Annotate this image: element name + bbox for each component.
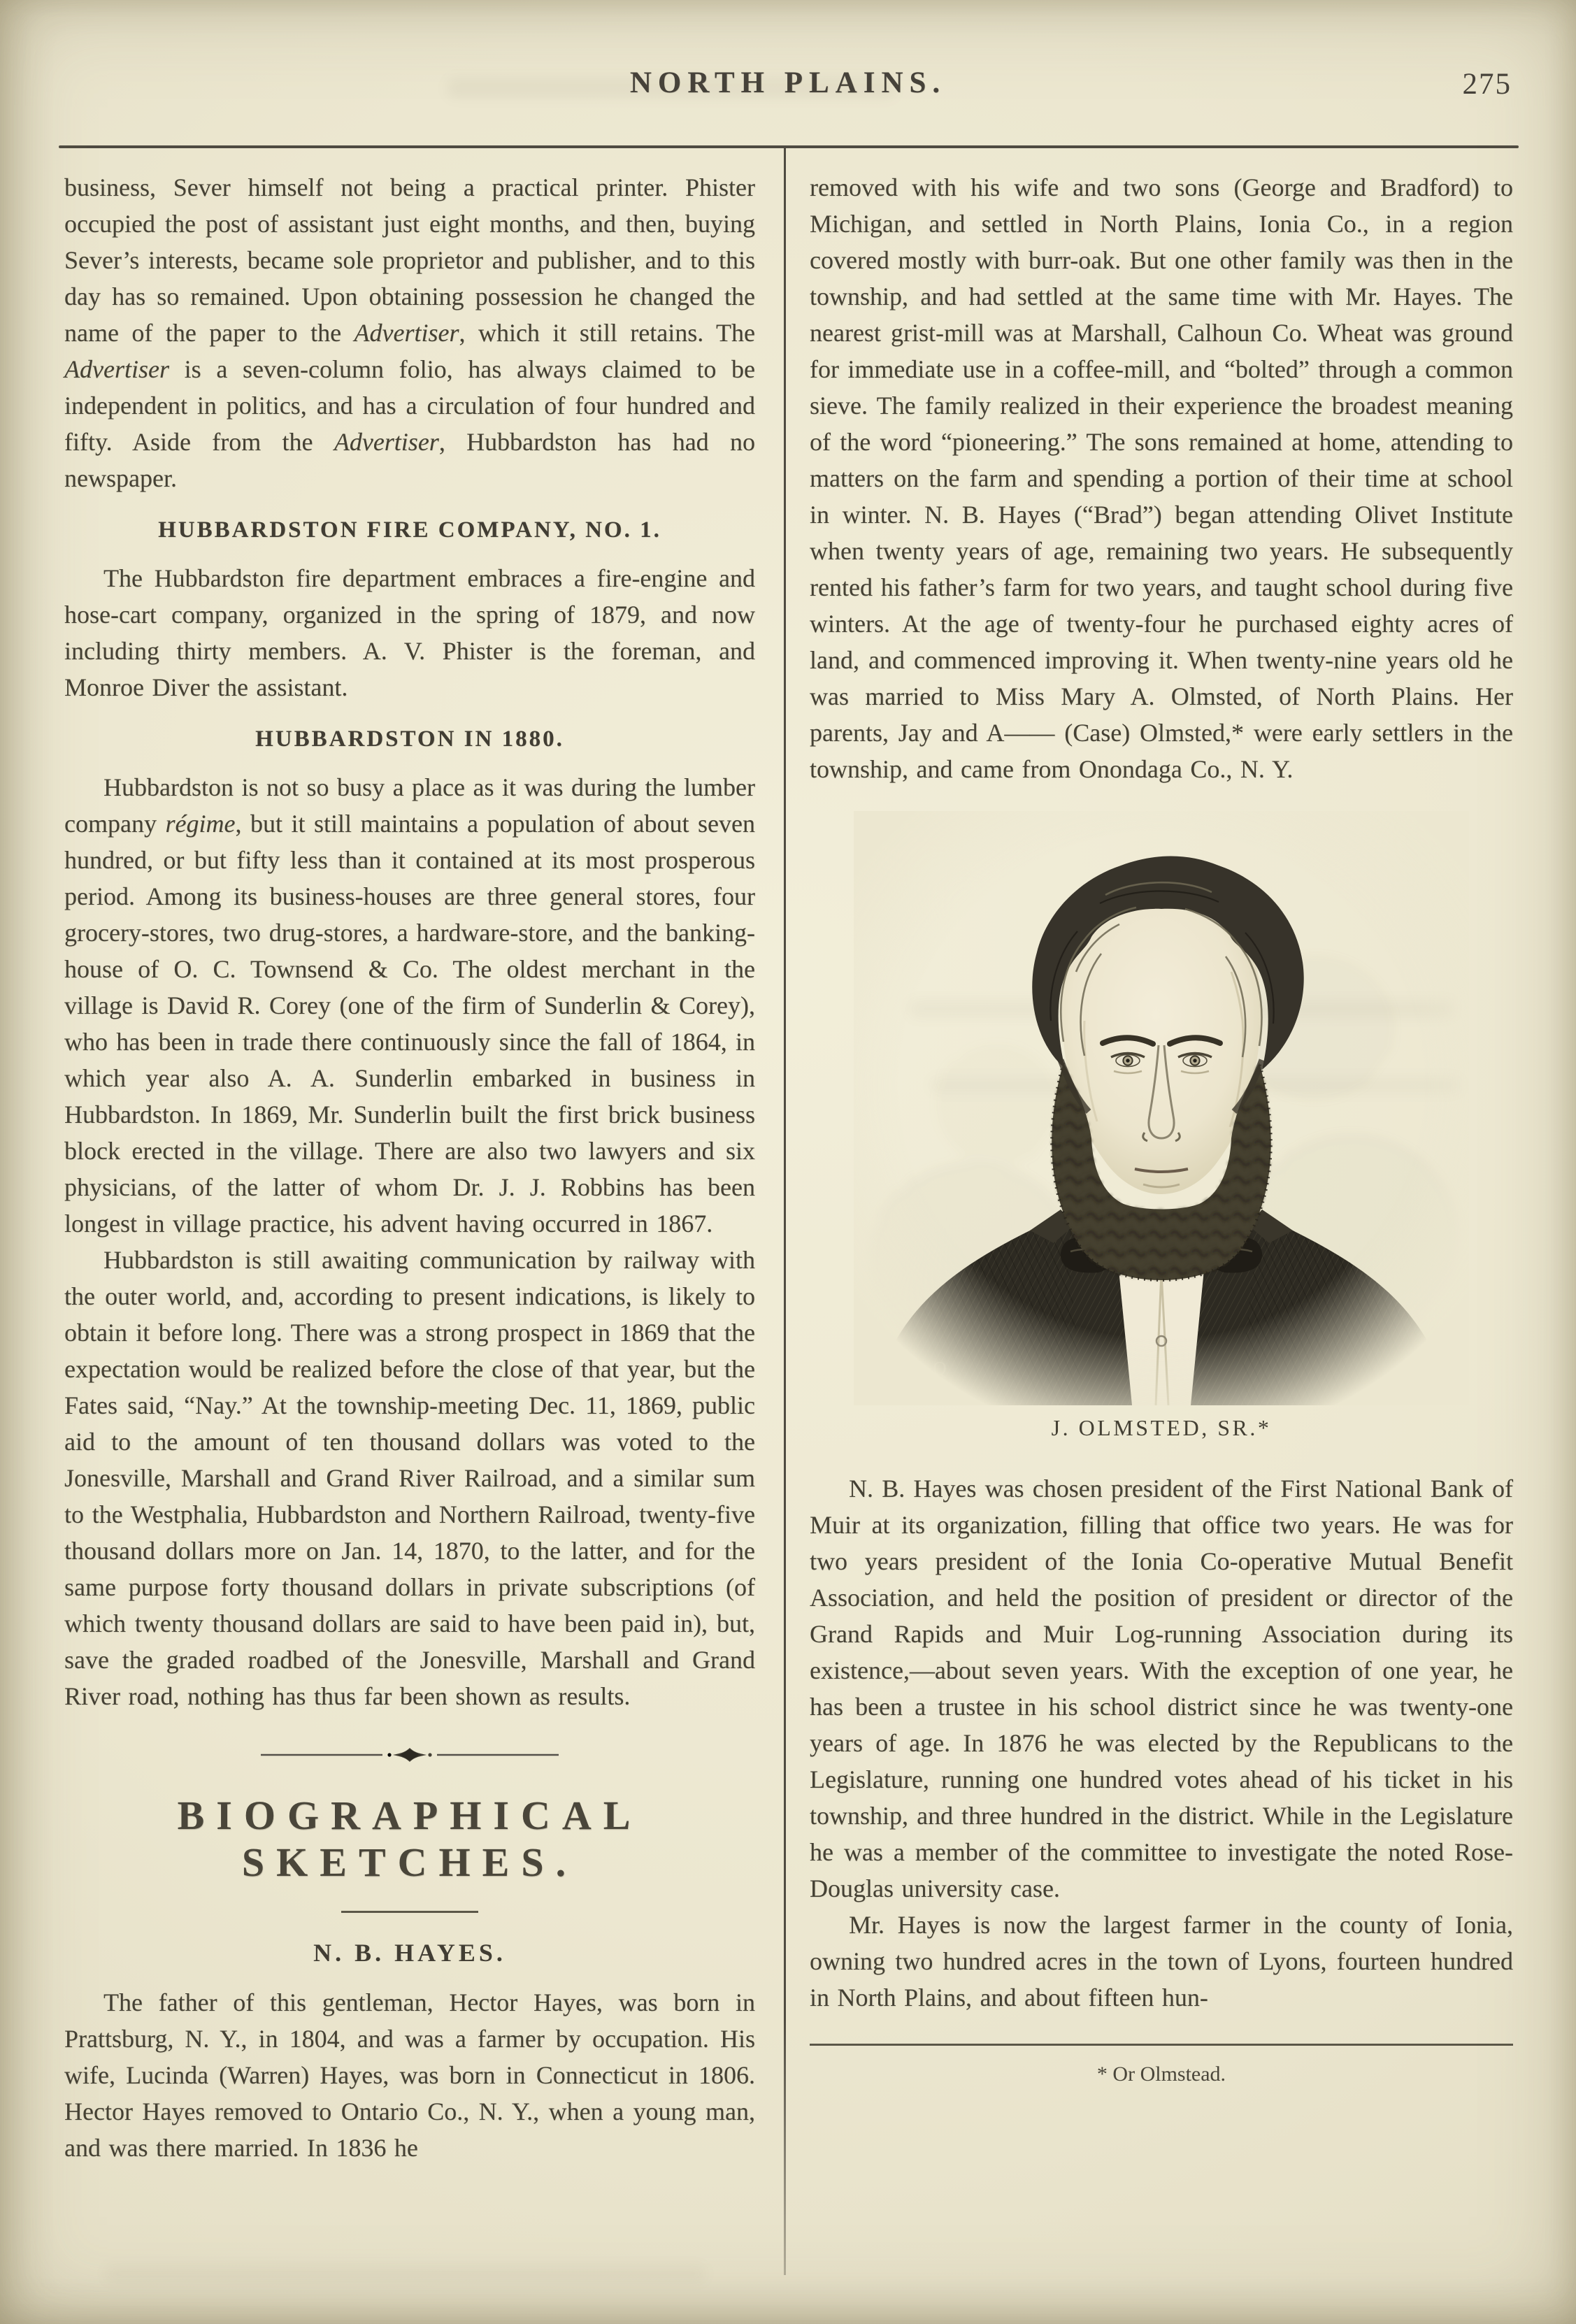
section-heading-1880: HUBBARDSTON IN 1880. [255,726,564,752]
footnote-rule [810,2044,1513,2046]
paragraph [64,169,755,496]
text-run: The Hubbardston fire department embraces a fire-engine and hose-cart company, organized in the spring of 1879, and now including thirty members. A. V. Phister is the foreman, and Monroe Diver the assistant. [64,564,755,701]
italic-text-run: Advertiser [334,428,439,456]
text-run: business, Sever himself not being a practical printer. Phister occupied the post of assistant just eight months, and then, buying Sever’s interests, became sole proprietor and publisher, and to this day has so remained. Upon obtaining possession he changed the name of the paper to the [64,173,755,347]
portrait-caption: J. OLMSTED, SR.* [1051,1415,1272,1440]
section-heading-fire-company: HUBBARDSTON FIRE COMPANY, NO. 1. [158,517,661,543]
footnote-text: * Or Olmstead. [1096,2063,1226,2086]
text-run: , which it still retains. The [459,319,756,347]
heading-rule [341,1911,478,1913]
divider-ornament-icon [259,1746,560,1763]
text-run: is a seven-column folio, has always claimed to be independent in politics, and has a circulation of four hundred and fifty. Aside from the [64,355,755,456]
italic-text-run: régime [165,810,236,838]
biographical-sketches-heading: BIOGRAPHICAL SKETCHES. [177,1793,643,1885]
text-run: Mr. Hayes is now the largest farmer in the county of Ionia, owning two hundred acres in the town of Lyons, fourteen hundred in North Plains, and about fifteen hun- [810,1911,1513,2011]
hayes-section-heading: N. B. HAYES. [313,1939,506,1967]
italic-text-run: Advertiser [64,355,169,383]
text-run: , Hubbardston has had no newspaper. [64,428,755,492]
paragraph [64,560,755,705]
paragraph [810,1907,1513,2016]
text-run: Hubbardston is still awaiting communication by railway with the outer world, and, according to present indications, is likely to obtain it before long. There was a strong prospect in 1869 that the expectation would be realized before the close of that year, but the Fates said, “Nay.” At the township-meeting Dec. 11, 1869, public aid to the amount of ten thousand dollars was voted to the Jonesville, Marshall and Grand River Railroad, and a similar sum to the Westphalia, Hubbardston and Northern Railroad, twenty-five thousand dollars more on Jan. 14, 1870, to the latter, and for the same purpose forty thousand dollars in private subscriptions (of which twenty thousand dollars are said to have been paid in), but, save the graded roadbed of the Jonesville, Marshall and Grand River road, nothing has thus far been shown as results. [64,1246,755,1710]
text-run: , but it still maintains a population of about seven hundred, or but fifty less than it contained at its most prosperous period. Among its business-houses are three general stores, four grocery-stores, two drug-stores, a hardware-store, and the banking-house of O. C. Townsend & Co. The oldest merchant in the village is David R. Corey (one of the firm of Sunderlin & Corey), who has been in trade there continuously since the fall of 1864, in which year also A. A. Sunderlin embarked in business in Hubbardston. In 1869, Mr. Sunderlin built the first brick business block erected in the village. There are also two lawyers and six physicians, of the latter of whom Dr. J. J. Robbins has been longest in village practice, his advent having occurred in 1867. [64,810,755,1238]
left-column [64,169,755,2166]
paragraph [810,169,1513,787]
right-column [810,169,1513,2086]
text-run: The father of this gentleman, Hector Hayes, was born in Prattsburg, N. Y., in 1804, and was a farmer by occupation. His wife, Lucinda (Warren) Hayes, was born in Connecticut in 1806. Hector Hayes removed to Ontario Co., N. Y., when a young man, and was there married. In 1836 he [64,1988,755,2162]
bleedthrough-smudge [105,2265,706,2282]
text-run: Hubbardston is not so busy a place as it was during the lumber company [64,773,755,838]
paragraph [64,1242,755,1714]
italic-text-run: Advertiser [354,319,459,347]
column-divider-rule [784,145,786,2275]
olmsted-portrait-engraving [854,811,1469,1405]
page-number: 275 [1462,68,1512,101]
header-rule [59,145,1519,148]
paragraph [64,1984,755,2166]
page-title: NORTH PLAINS. [629,66,947,99]
paragraph [64,769,755,1242]
text-run: N. B. Hayes was chosen president of the First National Bank of Muir at its organization, filling that office two years. He was for two years president of the Ionia Co-operative Mutual Benefit Association, and held the position of president or director of the Grand Rapids and Muir Log-running Association during its existence,—about seven years. With the exception of one year, he has been a trustee in his school district since he was twenty-one years of age. In 1876 he was elected by the Republicans to the Legislature, running one hundred votes ahead of his ticket in his township, and three hundred in the district. While in the Legislature he was a member of the committee to investigate the noted Rose-Douglas university case. [810,1475,1513,1902]
text-run: removed with his wife and two sons (George and Bradford) to Michigan, and settled in North Plains, Ionia Co., in a region covered mostly with burr-oak. But one other family was then in the township, and had settled at the same time with Mr. Hayes. The nearest grist-mill was at Marshall, Calhoun Co. Wheat was ground for immediate use in a coffee-mill, and “bolted” through a common sieve. The family realized in their experience the broadest meaning of the word “pioneering.” The sons remained at home, attending to matters on the farm and spending a portion of their time at school in winter. N. B. Hayes (“Brad”) began attending Olivet Institute when twenty years of age, remaining two years. He subsequently rented his father’s farm for two years, and taught school during five winters. At the age of twenty-four he purchased eighty acres of land, and commenced improving it. When twenty-nine years old he was married to Miss Mary A. Olmsted, of North Plains. Her parents, Jay and A—— (Case) Olmsted,* were early settlers in the township, and came from Onondaga Co., N. Y. [810,173,1513,783]
paragraph [810,1470,1513,1907]
section-divider-ornament [64,1746,755,1767]
